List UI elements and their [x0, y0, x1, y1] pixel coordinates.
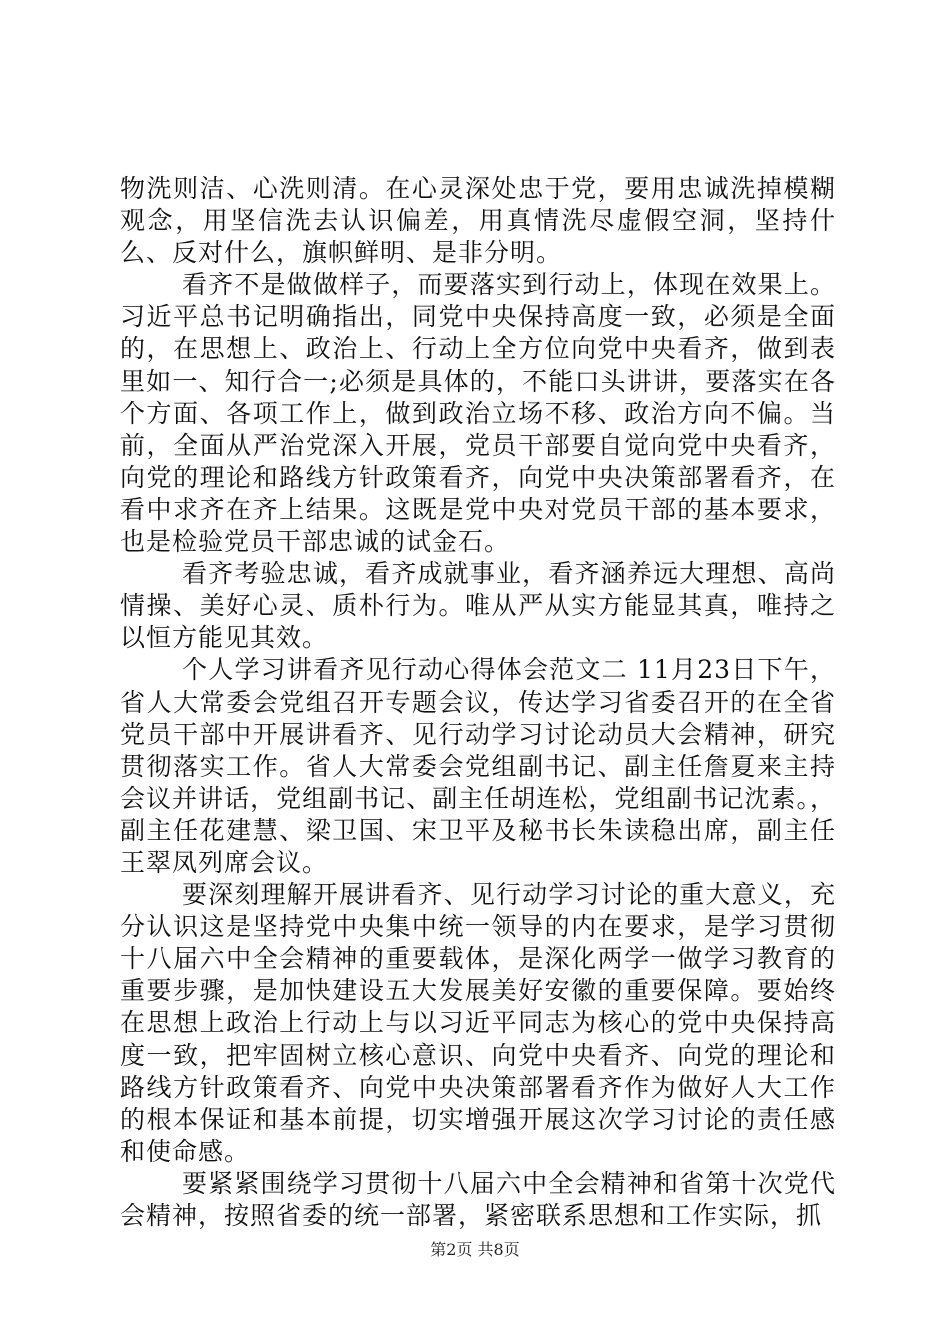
paragraph: 看齐不是做做样子，而要落实到行动上，体现在效果上。习近平总书记明确指出，同党中央保持高度一致，必须是全面的，在思想上、政治上、行动上全方位向党中央看齐，做到表里如一、知行合一;必须是具体的，不能口头讲讲，要落实在各个方面、各项工作上，做到政治立场不移、政治方向不偏。当前，全面从严治党深入开展，党员干部要自觉向党中央看齐，向党的理论和路线方针政策看齐，向党中央决策部署看齐，在看中求齐在齐上结果。这既是党中央对党员干部的基本要求，也是检验党员干部忠诚的试金石。: [120, 270, 836, 557]
paragraph: 看齐考验忠诚，看齐成就事业，看齐涵养远大理想、高尚情操、美好心灵、质朴行为。唯从严从实方能显其真，唯持之以恒方能见其效。: [120, 559, 836, 653]
paragraph: 要深刻理解开展讲看齐、见行动学习讨论的重大意义，充分认识这是坚持党中央集中统一领导的内在要求，是学习贯彻十八届六中全会精神的重要载体，是深化两学一做学习教育的重要步骤，是加快建设五大发展美好安徽的重要保障。要始终在思想上政治上行动上与以习近平同志为核心的党中央保持高度一致，把牢固树立核心意识、向党中央看齐、向党的理论和路线方针政策看齐、向党中央决策部署看齐作为做好人大工作的根本保证和基本前提，切实增强开展这次学习讨论的责任感和使命感。: [120, 880, 836, 1166]
page-number-footer: 第2页 共8页: [430, 1240, 520, 1259]
paragraph: 个人学习讲看齐见行动心得体会范文二 11月23日下午，省人大常委会党组召开专题会议，传达学习省委召开的在全省党员干部中开展讲看齐、见行动学习讨论动员大会精神，研究贯彻落实工作。省人大常委会党组副书记、副主任詹夏来主持会议并讲话，党组副书记、副主任胡连松，党组副书记沈素。，副主任花建慧、梁卫国、宋卫平及秘书长朱读稳出席，副主任王翠凤列席会议。: [120, 655, 836, 877]
paragraph: 要紧紧围绕学习贯彻十八届六中全会精神和省第十次党代会精神，按照省委的统一部署，紧密联系思想和工作实际，抓: [120, 1168, 836, 1230]
paragraph-continuation: 物洗则洁、心洗则清。在心灵深处忠于党，要用忠诚洗掉模糊观念，用坚信洗去认识偏差，用真情洗尽虚假空洞，坚持什么、反对什么，旗帜鲜明、是非分明。: [120, 174, 836, 268]
body-text: [120, 173, 836, 1232]
